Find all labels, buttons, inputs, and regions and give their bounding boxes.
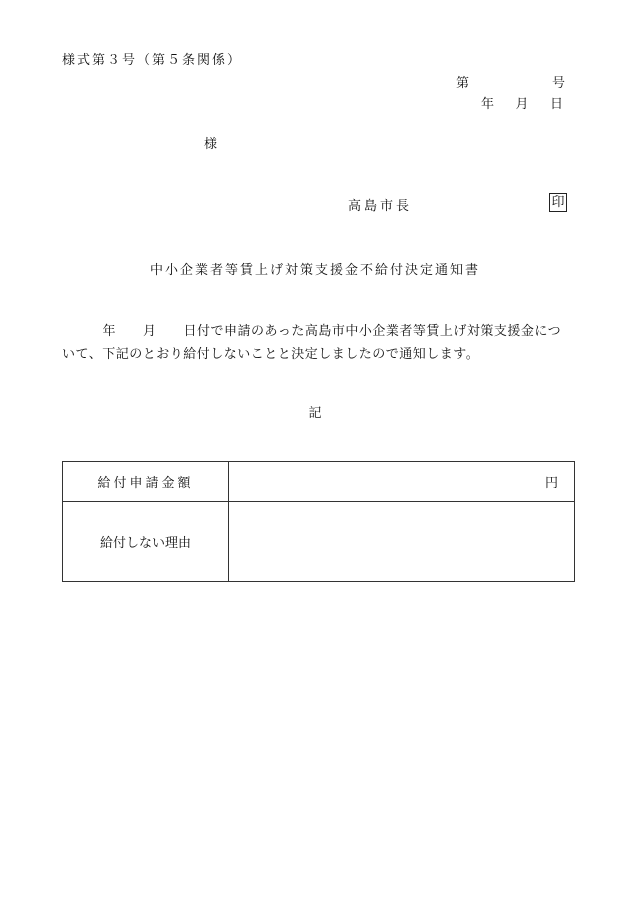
notation-heading: 記 — [308, 406, 322, 421]
table-row-amount — [63, 462, 575, 502]
date-day-label: 日 — [549, 97, 563, 112]
notice-body: 年 月 日付で申請のあった高島市中小企業者等賃上げ対策支援金について、下記のとおり給付しないことと決定しましたので通知します。 — [62, 324, 562, 362]
amount-value-cell — [229, 462, 575, 502]
date-month-label: 月 — [515, 97, 529, 112]
seal-box: 印 — [549, 193, 567, 212]
form-number: 様式第３号（第５条関係） — [62, 53, 243, 68]
date-year-label: 年 — [481, 97, 495, 112]
amount-label: 給付申請金額 — [63, 462, 229, 502]
issue-date — [481, 93, 563, 112]
detail-table — [62, 461, 575, 582]
document-title: 中小企業者等賃上げ対策支援金不給付決定通知書 — [149, 263, 480, 278]
reason-label: 給付しない理由 — [63, 502, 229, 582]
table-row-reason — [63, 502, 575, 582]
reason-value-cell — [229, 502, 575, 582]
recipient-honorific: 様 — [204, 137, 218, 152]
amount-unit: 円 — [544, 476, 558, 491]
document-number-prefix: 第 — [456, 76, 470, 91]
issuer-name: 高島市長 — [348, 199, 413, 214]
document-number-suffix: 号 — [552, 76, 566, 91]
